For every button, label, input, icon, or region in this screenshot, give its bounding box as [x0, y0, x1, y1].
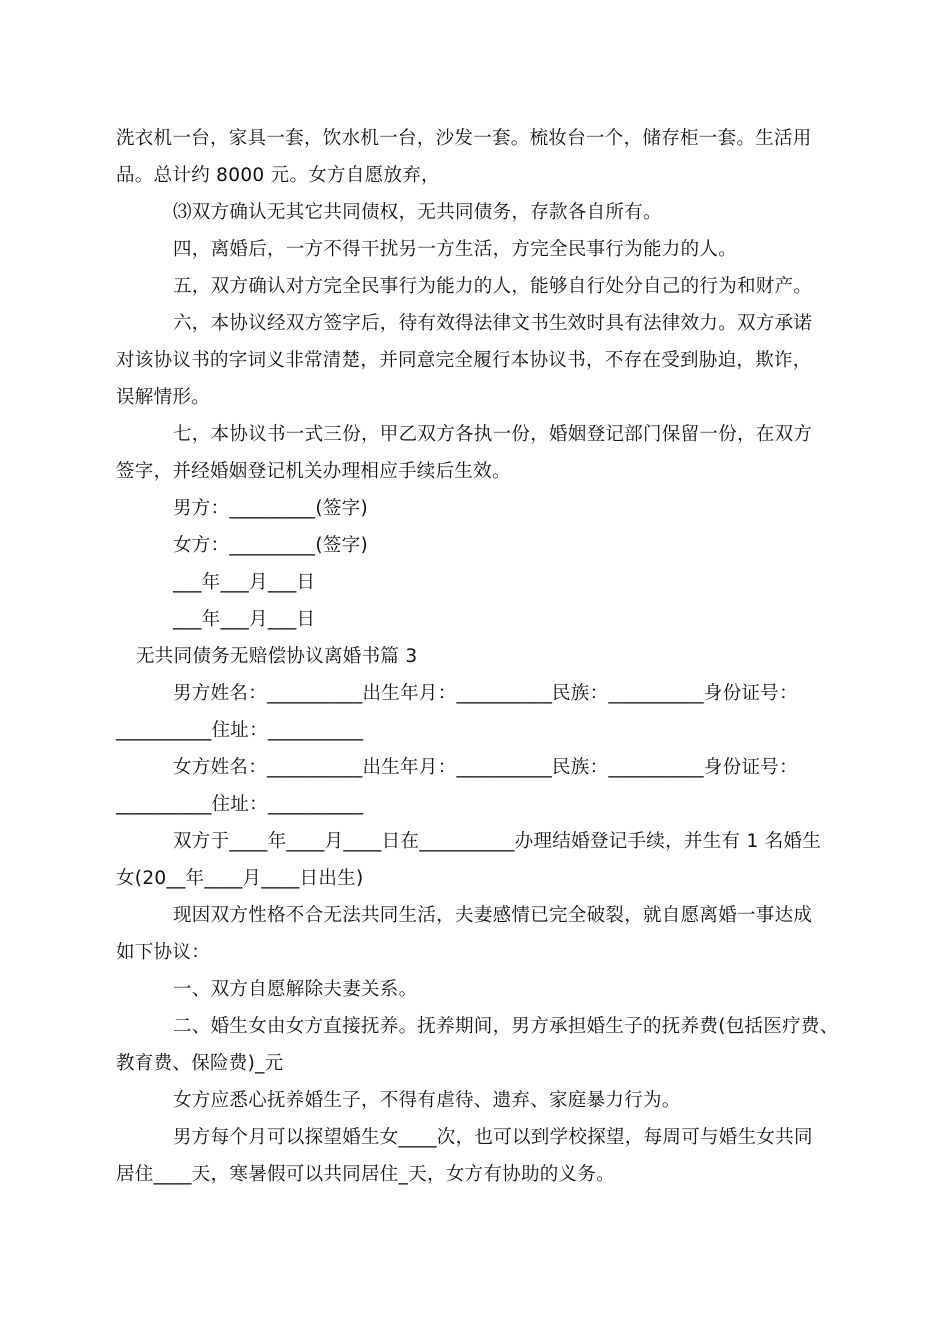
text-line: 女方姓名：__________出生年月：__________民族：__________身份证号： — [173, 757, 798, 778]
text-line: 女(20__年____月____日出生) — [116, 868, 364, 889]
text-line: 男方姓名：__________出生年月：__________民族：__________身份证号： — [173, 683, 798, 704]
text-line: 男方每个月可以探望婚生女____次，也可以到学校探望，每周可与婚生女共同 — [173, 1127, 813, 1148]
text-line: 二、婚生女由女方直接抚养。抚养期间，男方承担婚生子的抚养费(包括医疗费、 — [173, 1016, 839, 1037]
date-line: ___年___月___日 — [173, 609, 316, 630]
text-line: 教育费、保险费)_元 — [116, 1053, 284, 1074]
text-line: 误解情形。 — [116, 387, 211, 408]
text-line: 五，双方确认对方完全民事行为能力的人，能够自行处分自己的行为和财产。 — [173, 276, 813, 297]
text-line: 一、双方自愿解除夫妻关系。 — [173, 979, 418, 1000]
text-line: 签字，并经婚姻登记机关办理相应手续后生效。 — [116, 461, 511, 482]
text-line: 对该协议书的字词义非常清楚，并同意完全履行本协议书，不存在受到胁迫，欺诈， — [116, 350, 812, 371]
signature-line-female: 女方：_________(签字) — [173, 535, 368, 556]
text-line: 如下协议： — [116, 942, 211, 963]
text-line: 品。总计约 8000 元。女方自愿放弃， — [116, 165, 440, 186]
text-line: 四，离婚后，一方不得干扰另一方生活，方完全民事行为能力的人。 — [173, 239, 738, 260]
text-line: 居住____天，寒暑假可以共同居住_天，女方有协助的义务。 — [116, 1164, 615, 1185]
signature-line-male: 男方：_________(签字) — [173, 498, 368, 519]
text-line: 女方应悉心抚养婚生子，不得有虐待、遗弃、家庭暴力行为。 — [173, 1090, 681, 1111]
document-body — [116, 120, 839, 1193]
text-line: 洗衣机一台，家具一套，饮水机一台，沙发一套。梳妆台一个，储存柜一套。生活用 — [116, 128, 812, 149]
text-line: 双方于____年____月____日在__________办理结婚登记手续，并生有 1 名婚生 — [173, 831, 822, 852]
text-line: ⑶双方确认无其它共同债权，无共同债务，存款各自所有。 — [173, 202, 662, 223]
text-line: 六，本协议经双方签字后，待有效得法律文书生效时具有法律效力。双方承诺 — [173, 313, 813, 334]
text-line: __________住址：__________ — [116, 794, 364, 815]
text-line: 现因双方性格不合无法共同生活，夫妻感情已完全破裂，就自愿离婚一事达成 — [173, 905, 813, 926]
text-line: __________住址：__________ — [116, 720, 364, 741]
section-title: 无共同债务无赔偿协议离婚书篇 3 — [136, 646, 418, 667]
text-line: 七，本协议书一式三份，甲乙双方各执一份，婚姻登记部门保留一份，在双方 — [173, 424, 813, 445]
date-line: ___年___月___日 — [173, 572, 316, 593]
